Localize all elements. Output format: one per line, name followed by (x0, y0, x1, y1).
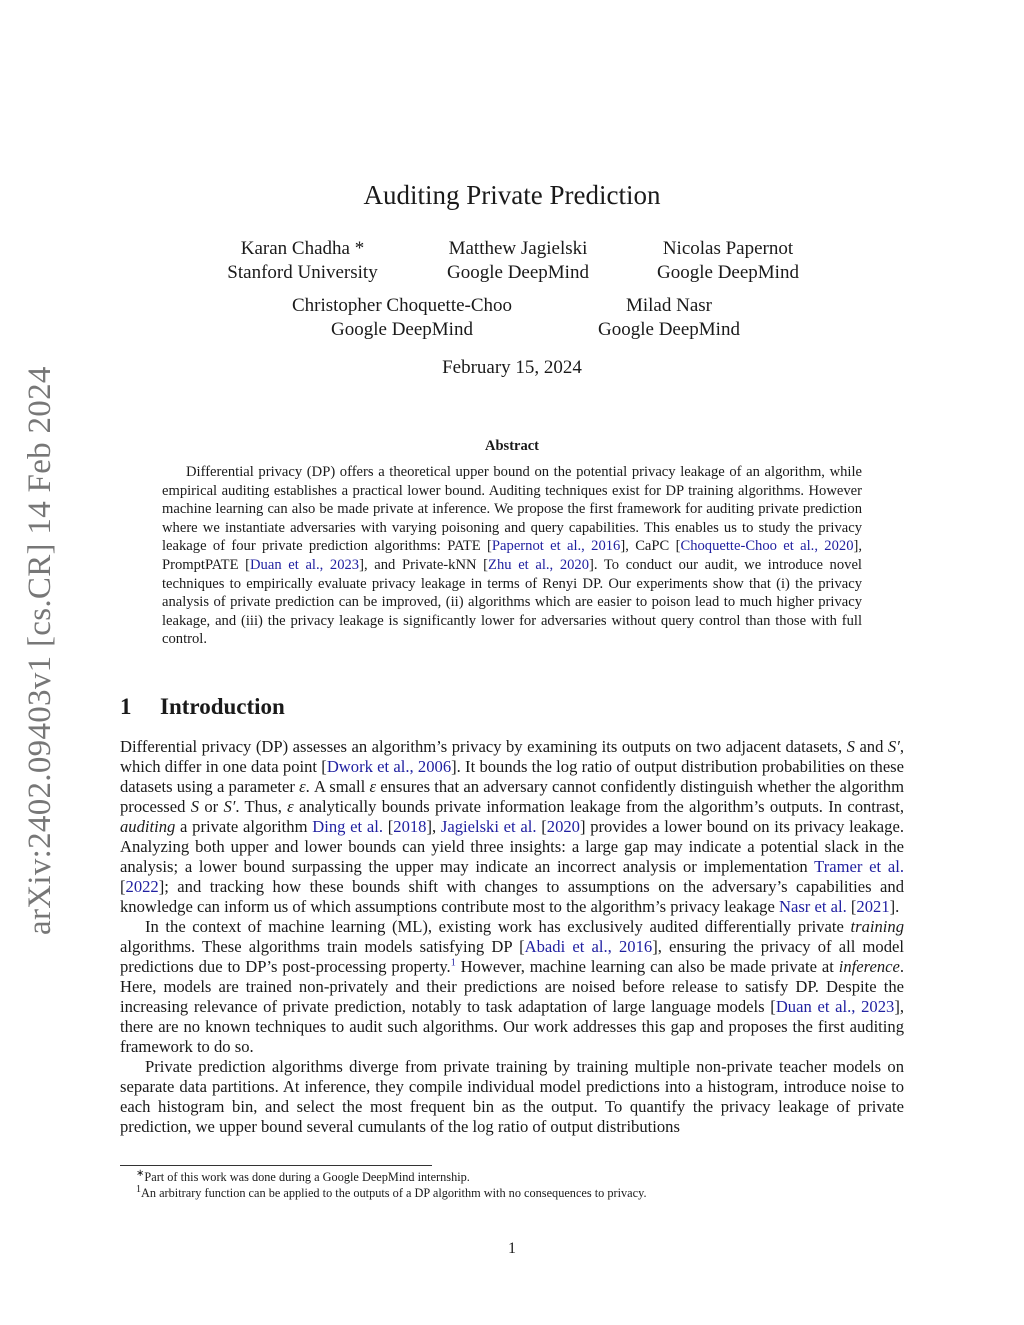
body-text (120, 737, 904, 1137)
text-run: algorithms. These algorithms train models satisfying DP [ (120, 937, 525, 956)
author-name: Christopher Choquette-Choo (291, 295, 513, 316)
section-title: Introduction (160, 694, 285, 719)
citation-link[interactable]: 2018 (393, 817, 427, 836)
citation-link[interactable]: Duan et al., 2023 (775, 997, 895, 1016)
text-run: ], (426, 817, 441, 836)
text-run: or (199, 797, 224, 816)
abstract-text (162, 463, 862, 649)
emphasis-text: ε (369, 777, 377, 796)
citation-link[interactable]: Choquette-Choo et al., 2020 (680, 538, 854, 555)
text-run: . Here, models are trained non-privately and their predictions are noised before release to satisfy DP. Despite the increasing relevance of private prediction, notably to task adaptation of large language models [ (120, 957, 905, 1016)
text-run: Differential privacy (DP) assesses an algorithm’s privacy by examining its outputs on two adjacent datasets, (120, 737, 847, 756)
footnote-ref-link[interactable]: 1 (450, 957, 456, 969)
text-run: ] provides a lower bound on its privacy leakage. Analyzing both upper and lower bounds can yield three insights: a large gap may indicate a potential slack in the analysis; a lower bound surpassing the upper may indicate an incorrect analysis or implementation (120, 817, 904, 876)
text-run: a private algorithm (175, 817, 313, 836)
citation-link[interactable]: 2021 (856, 897, 890, 916)
author-block (418, 237, 618, 285)
paper-title: Auditing Private Prediction (363, 180, 661, 210)
author-affiliation: Google DeepMind (331, 319, 473, 340)
abstract-heading: Abstract (485, 438, 539, 454)
publication-date: February 15, 2024 (442, 357, 582, 378)
citation-link[interactable]: 2020 (546, 817, 580, 836)
author-block (628, 237, 828, 285)
text-run: ]. (889, 897, 900, 916)
text-run: [ (120, 877, 126, 896)
footnote-divider (120, 1165, 432, 1166)
text-run: , which differ in one data point [ (120, 737, 904, 776)
text-run: However, machine learning can also be made private at (455, 957, 839, 976)
text-run: In the context of machine learning (ML), existing work has exclusively audited differentially private (145, 917, 851, 936)
text-run: ], there are no known techniques to audit such algorithms. Our work addresses this gap and proposes the first auditing framework to do so. (120, 997, 904, 1056)
footnote-text: An arbitrary function can be applied to the outputs of a DP algorithm with no consequences to privacy. (141, 1186, 647, 1200)
author-name: Nicolas Papernot (662, 238, 794, 259)
page-number: 1 (508, 1240, 516, 1257)
author-name: Karan Chadha * (240, 238, 365, 259)
emphasis-text: inference (838, 957, 900, 976)
author-affiliation: Stanford University (227, 262, 378, 283)
emphasis-text: auditing (120, 817, 176, 836)
text-run: ]. To conduct our audit, we introduce novel techniques to empirically evaluate privacy leakage in terms of Renyi DP. Our experiments show that (i) the privacy analysis of private prediction can be improved, (ii) algorithms which are easier to poison lead to much higher privacy leakage, and (iii) the privacy leakage is significantly lower for adversaries without query control than those with full control. (162, 556, 862, 648)
citation-link[interactable]: Duan et al., 2023 (250, 556, 360, 573)
text-run: analytically bounds private information leakage from the algorithm’s outputs. In contrast, (293, 797, 905, 816)
text-run: ], and Private-kNN [ (359, 556, 489, 573)
citation-link[interactable]: Jagielski et al. (440, 817, 537, 836)
emphasis-text: S′ (887, 737, 900, 756)
citation-link[interactable]: Ding et al. (312, 817, 383, 836)
paragraph (120, 1057, 904, 1137)
paragraph (120, 917, 904, 1057)
text-run: ], PromptPATE [ (162, 538, 863, 573)
citation-link[interactable]: Dwork et al., 2006 (326, 757, 452, 776)
author-name: Matthew Jagielski (448, 238, 588, 259)
text-run: [ (383, 817, 394, 836)
footnote-mark: 1 (136, 1183, 141, 1195)
author-block (570, 294, 768, 342)
citation-link[interactable]: Zhu et al., 2020 (488, 556, 590, 573)
text-run: [ (536, 817, 547, 836)
citation-link[interactable]: 2022 (125, 877, 159, 896)
citation-link[interactable]: Abadi et al., 2016 (524, 937, 653, 956)
text-run: [ (846, 897, 857, 916)
text-run: Differential privacy (DP) offers a theoretical upper bound on the potential privacy leakage of an algorithm, while empirical auditing establishes a practical lower bound. Auditing techniques exist for DP training algorithms. However machine learning can also be made private at inference. We propose the first framework for auditing private prediction where we instantiate adversaries with varying poisoning and query capabilities. This enables us to study the privacy leakage of four private prediction algorithms: PATE [ (162, 464, 862, 555)
author-name: Milad Nasr (625, 295, 712, 316)
text-run: . Thus, (235, 797, 288, 816)
text-run: ]; and tracking how these bounds shift with changes to assumptions on the adversary’s capabilities and knowledge can inform us of which assumptions contribute most to the algorithm’s privacy leakage (120, 877, 904, 916)
emphasis-text: training (850, 917, 904, 936)
author-affiliation: Google DeepMind (598, 319, 740, 340)
emphasis-text: S (846, 737, 855, 756)
author-block (262, 294, 542, 342)
citation-link[interactable]: Tramer et al. (814, 857, 904, 876)
emphasis-text: ε (299, 777, 306, 796)
text-run: ]. It bounds the log ratio of output distribution probabilities on these datasets using a parameter (120, 757, 905, 796)
text-run: Private prediction algorithms diverge from private training by training multiple non-private teacher models on separate data partitions. At inference, they compile individual model predictions into a histogram, introduce noise to each histogram bin, and select the most frequent bin as the output. To quantify the privacy leakage of private prediction, we upper bound several cumulants of the log ratio of output distributions (120, 1057, 904, 1136)
text-run: ], ensuring the privacy of all model predictions due to DP’s post-processing property. (120, 937, 904, 976)
section-number: 1 (120, 694, 132, 719)
paragraph (120, 737, 904, 917)
text-run: ], CaPC [ (620, 538, 681, 555)
footnote-text: Part of this work was done during a Google DeepMind internship. (144, 1170, 470, 1184)
section-heading (120, 694, 285, 720)
emphasis-text: S (190, 797, 200, 816)
footnote-mark: ∗ (136, 1167, 145, 1179)
arxiv-identifier-sidebar: arXiv:2402.09403v1 [cs.CR] 14 Feb 2024 (22, 366, 58, 935)
footnote (136, 1183, 647, 1201)
text-run: and (854, 737, 888, 756)
text-run: . A small (305, 777, 370, 796)
emphasis-text: ε (287, 797, 294, 816)
author-affiliation: Google DeepMind (447, 262, 589, 283)
text-run: ensures that an adversary cannot confidently distinguish whether the algorithm processed (120, 777, 904, 816)
citation-link[interactable]: Nasr et al. (779, 897, 847, 916)
author-affiliation: Google DeepMind (657, 262, 799, 283)
footnote (136, 1167, 470, 1185)
citation-link[interactable]: Papernot et al., 2016 (491, 538, 621, 555)
emphasis-text: S′ (223, 797, 236, 816)
author-block (200, 237, 405, 285)
